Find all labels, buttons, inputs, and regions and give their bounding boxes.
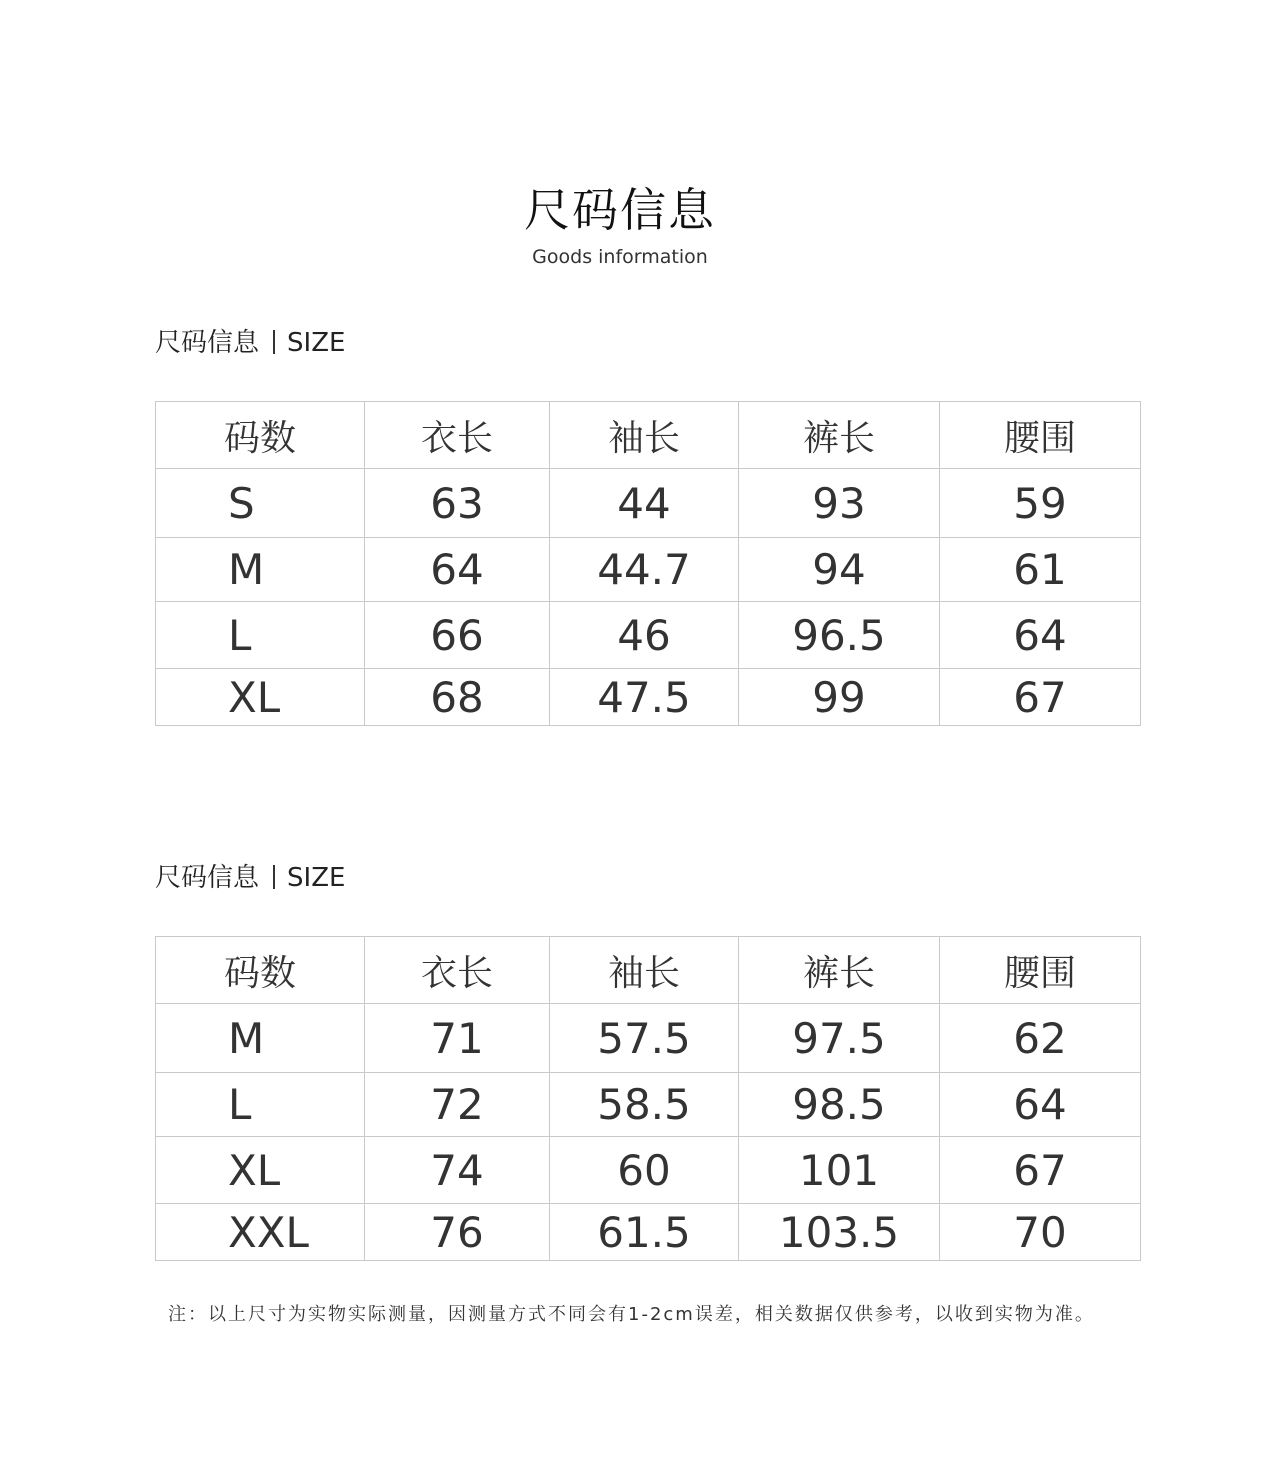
table-row xyxy=(156,1073,1141,1137)
sleeve-cell: 47.5 xyxy=(550,669,739,726)
column-header-size: 码数 xyxy=(156,937,365,1004)
waist-cell: 62 xyxy=(940,1004,1141,1073)
table-row xyxy=(156,602,1141,669)
length-cell: 72 xyxy=(365,1073,550,1137)
length-cell: 63 xyxy=(365,469,550,538)
length-cell: 68 xyxy=(365,669,550,726)
section-label-text: 尺码信息 xyxy=(155,863,260,893)
pants-cell: 103.5 xyxy=(739,1204,940,1261)
length-cell: 76 xyxy=(365,1204,550,1261)
sleeve-cell: 57.5 xyxy=(550,1004,739,1073)
pants-cell: 101 xyxy=(739,1137,940,1204)
table-header-row xyxy=(156,937,1141,1004)
pants-cell: 98.5 xyxy=(739,1073,940,1137)
sleeve-cell: 58.5 xyxy=(550,1073,739,1137)
section-label-en: SIZE xyxy=(287,863,346,893)
column-header-waist: 腰围 xyxy=(940,937,1141,1004)
length-cell: 74 xyxy=(365,1137,550,1204)
section-label-text: 尺码信息 xyxy=(155,328,260,358)
column-header-length: 衣长 xyxy=(365,402,550,469)
measurement-note: 注：以上尺寸为实物实际测量，因测量方式不同会有1-2cm误差，相关数据仅供参考，以收到实物为准。 xyxy=(168,1304,1095,1325)
pants-cell: 96.5 xyxy=(739,602,940,669)
table-row xyxy=(156,1137,1141,1204)
sleeve-cell: 44 xyxy=(550,469,739,538)
section-label-1 xyxy=(155,326,345,360)
waist-cell: 59 xyxy=(940,469,1141,538)
size-cell: M xyxy=(156,1004,365,1073)
column-header-waist: 腰围 xyxy=(940,402,1141,469)
divider xyxy=(273,330,275,354)
length-cell: 71 xyxy=(365,1004,550,1073)
size-cell: XL xyxy=(156,669,365,726)
size-cell: L xyxy=(156,602,365,669)
column-header-pants: 裤长 xyxy=(739,937,940,1004)
section-label-en: SIZE xyxy=(287,328,346,358)
waist-cell: 61 xyxy=(940,538,1141,602)
page-subtitle: Goods information xyxy=(532,246,708,268)
waist-cell: 67 xyxy=(940,1137,1141,1204)
size-cell: XXL xyxy=(156,1204,365,1261)
column-header-sleeve: 袖长 xyxy=(550,937,739,1004)
size-cell: L xyxy=(156,1073,365,1137)
section-label-2 xyxy=(155,861,345,895)
column-header-sleeve: 袖长 xyxy=(550,402,739,469)
pants-cell: 93 xyxy=(739,469,940,538)
table-row xyxy=(156,469,1141,538)
pants-cell: 99 xyxy=(739,669,940,726)
pants-cell: 94 xyxy=(739,538,940,602)
column-header-size: 码数 xyxy=(156,402,365,469)
waist-cell: 64 xyxy=(940,1073,1141,1137)
divider xyxy=(273,865,275,889)
size-cell: M xyxy=(156,538,365,602)
waist-cell: 64 xyxy=(940,602,1141,669)
size-table-2 xyxy=(155,936,1141,1261)
table-row xyxy=(156,538,1141,602)
length-cell: 64 xyxy=(365,538,550,602)
column-header-length: 衣长 xyxy=(365,937,550,1004)
waist-cell: 67 xyxy=(940,669,1141,726)
sleeve-cell: 44.7 xyxy=(550,538,739,602)
table-row xyxy=(156,1004,1141,1073)
column-header-pants: 裤长 xyxy=(739,402,940,469)
sleeve-cell: 46 xyxy=(550,602,739,669)
sleeve-cell: 61.5 xyxy=(550,1204,739,1261)
page-title: 尺码信息 xyxy=(524,183,716,237)
pants-cell: 97.5 xyxy=(739,1004,940,1073)
size-cell: XL xyxy=(156,1137,365,1204)
table-row xyxy=(156,669,1141,726)
table-header-row xyxy=(156,402,1141,469)
size-cell: S xyxy=(156,469,365,538)
waist-cell: 70 xyxy=(940,1204,1141,1261)
length-cell: 66 xyxy=(365,602,550,669)
size-table-1 xyxy=(155,401,1141,726)
sleeve-cell: 60 xyxy=(550,1137,739,1204)
table-row xyxy=(156,1204,1141,1261)
